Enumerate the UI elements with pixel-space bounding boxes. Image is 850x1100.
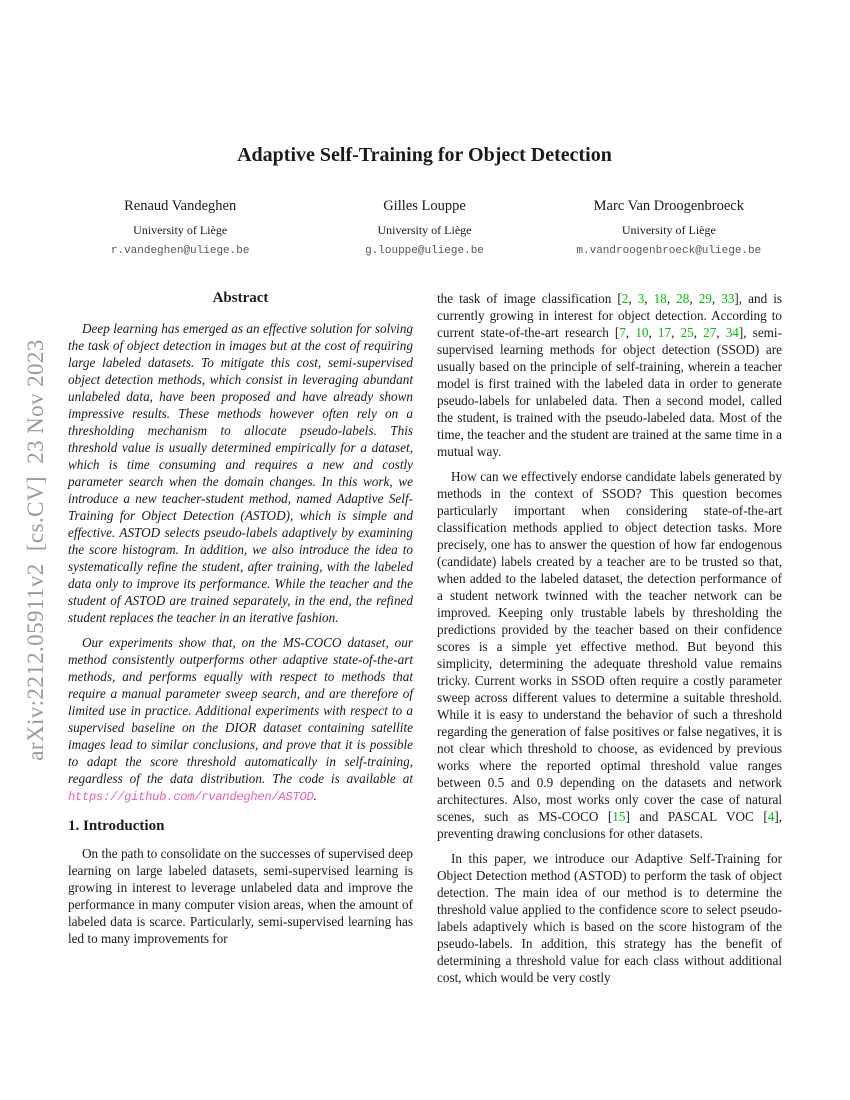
abstract-paragraph-2 [68, 634, 413, 806]
author-block [58, 198, 791, 257]
citation-ref[interactable]: 10 [635, 325, 649, 340]
text-run: , [716, 325, 726, 340]
code-repository-link[interactable]: https://github.com/rvandeghen/ASTOD [68, 790, 314, 804]
paper-title: Adaptive Self-Training for Object Detection [237, 144, 612, 166]
citation-ref[interactable]: 2 [621, 291, 629, 306]
text-run: , [689, 291, 699, 306]
author-2-email: g.louppe@uliege.be [365, 245, 484, 257]
text-run: , [711, 291, 722, 306]
citation-ref[interactable]: 18 [653, 291, 667, 306]
citation-ref[interactable]: 29 [698, 291, 712, 306]
introduction-paragraph-1 [68, 845, 413, 947]
author-2-name: Gilles Louppe [383, 198, 466, 214]
text-run: , [644, 291, 654, 306]
author-3-affiliation: University of Liège [621, 223, 716, 237]
citation-ref[interactable]: 3 [637, 291, 645, 306]
arxiv-stamp: arXiv:2212.05911v2 [cs.CV] 23 Nov 2023 [23, 339, 48, 761]
author-1 [58, 198, 302, 257]
citation-ref[interactable]: 33 [721, 291, 735, 306]
author-2-affiliation: University of Liège [377, 223, 472, 237]
abstract-paragraph-1 [68, 320, 413, 626]
citation-ref[interactable]: 34 [725, 325, 739, 340]
text-run: On the path to consolidate on the successes of supervised deep learning on large labeled datasets, semi-supervised learning is growing in interest to leverage unlabeled data and improve the performance in many computer vision areas, when the amount of labeled data is scarce. Particularly, semi-supervised learning has led to many improvements for [68, 846, 413, 946]
text-run: , [648, 325, 658, 340]
citation-ref[interactable]: 15 [612, 809, 626, 824]
citation-ref[interactable]: 28 [676, 291, 690, 306]
text-run: In this paper, we introduce our Adaptive Self-Training for Object Detection method (ASTOD) to perform the task of object detection. The main idea of our method is to determine the threshold value applied to the confidence score to select pseudo-labels adaptively which is based on the score histogram of the pseudo-labels. In addition, this strategy has the benefit of determining a threshold value for each class without additional cost, which would be very costly [437, 851, 782, 985]
text-run: ], and is currently growing in interest for object detection. According to current state-of-the-art research [ [437, 291, 783, 340]
text-run: Deep learning has emerged as an effective solution for solving the task of object detection in images but at the cost of requiring large labeled datasets. To mitigate this cost, semi-supervised object detection methods, which consist in leveraging abundant unlabeled data, have been proposed and have already shown impressive results. These methods however often rely on a thresholding mechanism to allocate pseudo-labels. This threshold value is usually determined empirically for a dataset, which is time consuming and requires a new and costly parameter search when the domain changes. In this work, we introduce a new teacher-student method, named Adaptive Self-Training for Object Detection (ASTOD), which is simple and effective. ASTOD selects pseudo-labels adaptively by examining the score histogram. In addition, we also introduce the idea to systematically refine the student, after training, with the labeled data only to improve its performance. While the teacher and the student of ASTOD are trained separately, in the end, the refined student replaces the teacher in an iterative fashion. [68, 321, 413, 625]
body-paragraph-3 [437, 850, 782, 986]
author-2 [302, 198, 546, 257]
text-run: ], semi-supervised learning methods for object detection (SSOD) are usually based on the principle of self-training, wherein a teacher model is first trained with the labeled data in order to generate pseudo-labels for unlabeled data. Then a second model, called the student, is trained with the pseudo-labeled data. Most of the time, the teacher and the student are trained at the same time in a mutual way. [437, 325, 782, 459]
text-run: , [628, 291, 638, 306]
body-paragraph-continuation [437, 290, 782, 460]
citation-ref[interactable]: 4 [767, 809, 775, 824]
text-run: the task of image classification [ [437, 291, 622, 306]
citation-ref[interactable]: 25 [680, 325, 694, 340]
citation-ref[interactable]: 17 [657, 325, 672, 340]
text-run: , [625, 325, 636, 340]
citation-ref[interactable]: 27 [703, 325, 717, 340]
text-run: . [313, 788, 317, 803]
author-3-name: Marc Van Droogenbroeck [593, 198, 744, 214]
body-paragraph-2 [437, 468, 782, 842]
author-3 [547, 198, 791, 257]
text-run: , [693, 325, 704, 340]
author-1-name: Renaud Vandeghen [124, 198, 237, 214]
abstract-heading: Abstract [212, 290, 269, 306]
left-column [68, 290, 413, 955]
right-column [437, 290, 782, 994]
author-3-email: m.vandroogenbroeck@uliege.be [576, 245, 762, 257]
author-1-affiliation: University of Liège [133, 223, 228, 237]
text-run: Our experiments show that, on the MS-COCO dataset, our method consistently outperforms other adaptive state-of-the-art methods, and performs equally with respect to methods that require a manual parameter sweep search, and are therefore of limited use in practice. Additional experiments with respect to a supervised baseline on the DIOR dataset containing satellite images lead to similar conclusions, and prove that it is possible to adapt the score threshold automatically in self-training, regardless of the data distribution. The code is available at [68, 635, 413, 786]
citation-ref[interactable]: 7 [619, 325, 626, 340]
author-1-email: r.vandeghen@uliege.be [110, 245, 250, 257]
text-run: ] and PASCAL VOC [ [625, 809, 768, 824]
text-run: , [671, 325, 681, 340]
section-heading-introduction: 1. Introduction [68, 818, 165, 834]
text-run: , [666, 291, 677, 306]
text-run: How can we effectively endorse candidate labels generated by methods in the context of SSOD? This question becomes particularly important when considering state-of-the-art classification methods applied to object detection tasks. More precisely, one has to answer the question of how far endogenous (candidate) labels created by a teacher are to be trusted so that, when added to the labeled dataset, the detection performance of a student network twinned with the teacher network can be improved. Keeping only trustable labels by thresholding the predictions provided by the teacher based on their confidence scores is a simple yet effective method. But beyond this simplicity, determining the adequate threshold value remains tricky. Current works in SSOD often require a costly parameter sweep across different values to determine a suitable threshold. While it is easy to understand the behavior of such a threshold regarding the generation of false positives or false negatives, it is not clear which threshold to choose, as evidenced by previous works where the reported optimal threshold value ranges between 0.5 and 0.9 depending on the datasets and network architectures. Also, most works only cover the case of natural scenes, such as MS-COCO [ [437, 469, 782, 824]
text-run: ], preventing drawing conclusions for other datasets. [437, 809, 783, 841]
